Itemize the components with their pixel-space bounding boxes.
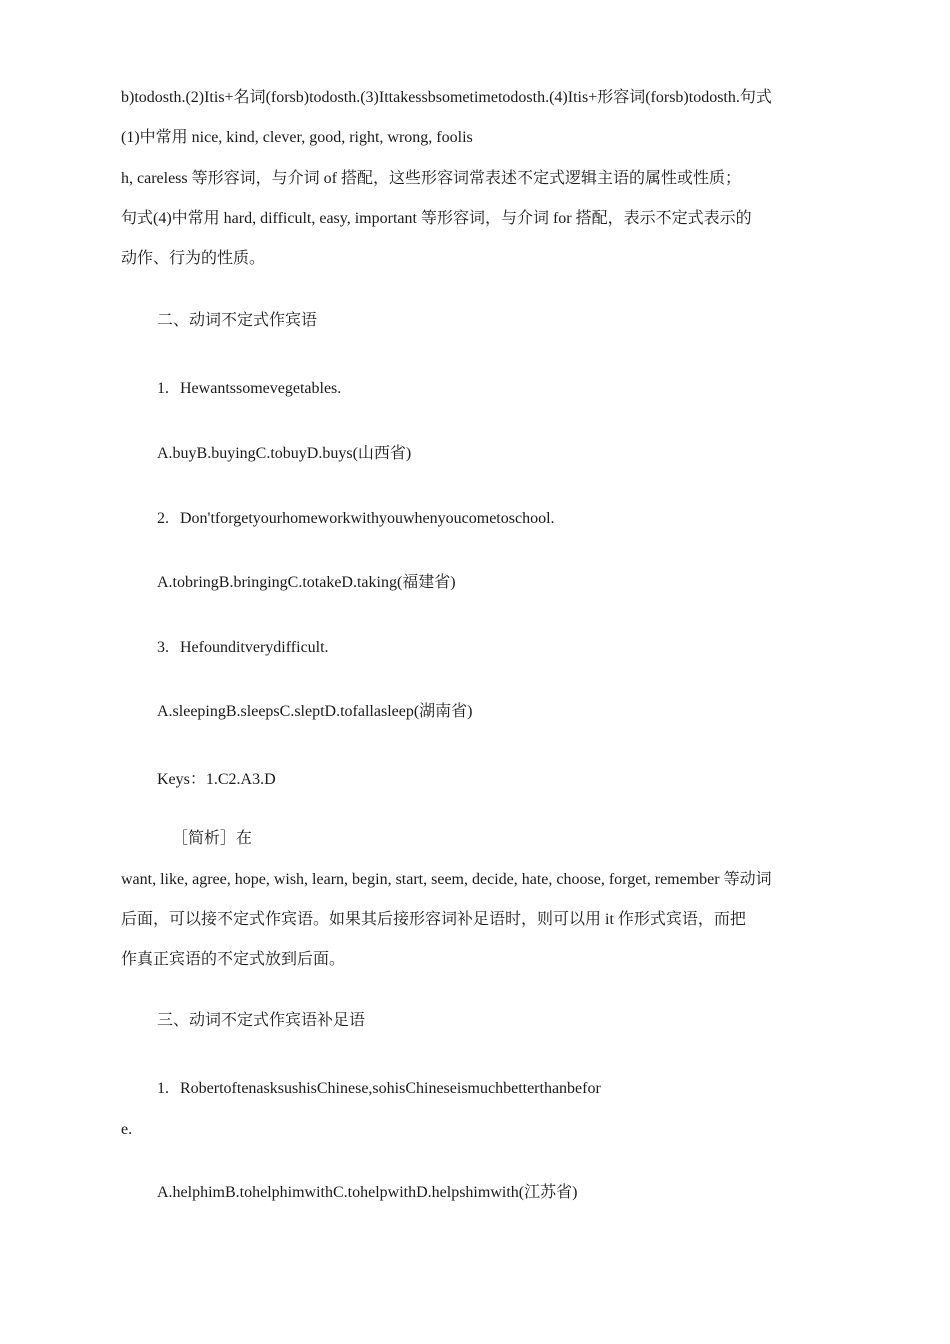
paragraph-line: 句式(4)中常用 hard, difficult, easy, important 等形容词，与介词 for 搭配，表示不定式表示的 bbox=[121, 210, 752, 227]
paragraph-line: h, careless 等形容词，与介词 of 搭配，这些形容词常表述不定式逻辑主语的属性或性质； bbox=[121, 170, 741, 187]
analysis-label: ［简析］在 bbox=[172, 830, 253, 847]
paragraph-line: want, like, agree, hope, wish, learn, begin, start, seem, decide, hate, choose, forget, remember 等动词 bbox=[121, 871, 772, 888]
question-number: 1. bbox=[157, 1080, 169, 1097]
question-text: Hefounditverydifficult. bbox=[180, 639, 329, 656]
question-number: 1. bbox=[157, 380, 169, 397]
question-options: A.tobringB.bringingC.totakeD.taking(福建省) bbox=[157, 574, 456, 591]
question-item bbox=[157, 509, 555, 529]
question-item bbox=[157, 379, 341, 399]
section-heading: 二、动词不定式作宾语 bbox=[157, 312, 318, 329]
question-options: A.sleepingB.sleepsC.sleptD.tofallasleep(湖南省) bbox=[157, 703, 473, 720]
answer-keys: Keys：1.C2.A3.D bbox=[157, 771, 276, 788]
question-item bbox=[157, 638, 329, 658]
section-heading: 三、动词不定式作宾语补足语 bbox=[157, 1012, 366, 1029]
paragraph-line: 作真正宾语的不定式放到后面。 bbox=[121, 951, 346, 968]
question-text: RobertoftenasksushisChinese,sohisChineseismuchbetterthanbefor bbox=[180, 1080, 601, 1097]
question-number: 3. bbox=[157, 639, 169, 656]
question-text: Don'tforgetyourhomeworkwithyouwhenyoucometoschool. bbox=[180, 510, 555, 527]
question-options: A.helphimB.tohelphimwithC.tohelpwithD.helpshimwith(江苏省) bbox=[157, 1184, 578, 1201]
paragraph-line: 动作、行为的性质。 bbox=[121, 250, 266, 267]
question-number: 2. bbox=[157, 510, 169, 527]
question-text-wrap: e. bbox=[121, 1121, 133, 1138]
question-options: A.buyB.buyingC.tobuyD.buys(山西省) bbox=[157, 445, 412, 462]
paragraph-line: b)todosth.(2)Itis+名词(forsb)todosth.(3)Ittakessbsometimetodosth.(4)Itis+形容词(forsb)todosth.句式 bbox=[121, 89, 772, 106]
paragraph-line: (1)中常用 nice, kind, clever, good, right, wrong, foolis bbox=[121, 129, 473, 146]
question-item bbox=[157, 1079, 601, 1099]
question-text: Hewantssomevegetables. bbox=[180, 380, 342, 397]
paragraph-line: 后面，可以接不定式作宾语。如果其后接形容词补足语时，则可以用 it 作形式宾语，而把 bbox=[121, 911, 746, 928]
